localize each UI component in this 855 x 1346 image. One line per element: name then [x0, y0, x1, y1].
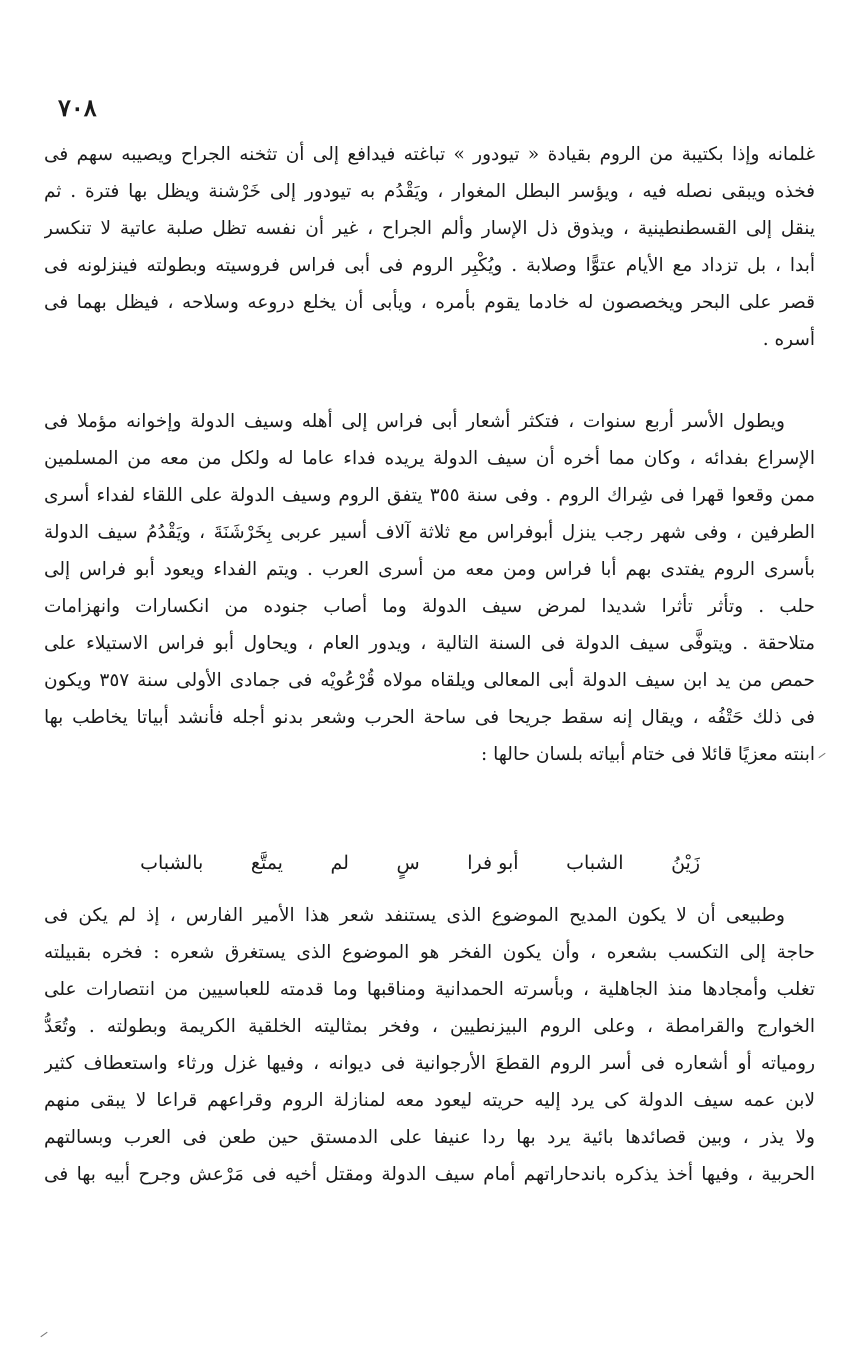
text-line: حاجة إلى التكسب بشعره ، وأن يكون الفخر هو الموضوع الذى يستغرق شعره : فخره بقبيلته — [44, 942, 815, 963]
text-line: حلب . وتأثر تأثرا شديدا لمرض سيف الدولة وما أصاب جنوده من انكسارات وانهزامات — [44, 596, 815, 617]
text-line: ينقل إلى القسطنطينية ، ويذوق ذل الإسار وألم الجراح ، غير أن نفسه تظل صلبة عاتية لا تنكسر — [44, 218, 815, 239]
text-line: الحربية ، وفيها أخذ يذكره باندحاراتهم أمام سيف الدولة ومقتل أخيه فى مَرْعش وجرح أبيه بها فى — [44, 1164, 815, 1185]
text-line: ويطول الأسر أربع سنوات ، فتكثر أشعار أبى فراس إلى أهله وسيف الدولة وإخوانه مؤملا فى — [44, 411, 785, 432]
text-line: لابن عمه سيف الدولة كى يرد إليه حريته ليعود معه لمنازلة الروم وقراعهم قراعا لا يبقى منهم — [44, 1090, 815, 1111]
text-line: فخذه ويبقى نصله فيه ، ويؤسر البطل المغوار ، ويَقْدُم به تيودور إلى خَرْشنة ويظل بها فترة . ثم — [44, 181, 815, 202]
verse-word: أبو فرا — [467, 852, 519, 874]
paragraph-1 — [44, 136, 815, 358]
verse-word: الشباب — [566, 852, 624, 874]
verse-word: لم — [330, 852, 349, 874]
text-line: بأسرى الروم يفتدى بهم أبا فراس ومن معه من أسرى العرب . ويتم الفداء ويعود أبو فراس إلى — [44, 559, 815, 580]
text-line: غلمانه وإذا بكتيبة من الروم بقيادة « تيودور » تباغته فيدافع إلى أن تثخنه الجراح ويصيبه سهم فى — [44, 144, 815, 165]
text-line: رومياته أو أشعاره فى أسر الروم القطعَ الأرجوانية فى ديوانه ، وفيها غزل ورثاء واستعطاف كثير — [44, 1053, 815, 1074]
scan-mark — [40, 1332, 47, 1337]
text-line: وطبيعى أن لا يكون المديح الموضوع الذى يستنفد شعر هذا الأمير الفارس ، إذ لم يكن فى — [44, 905, 785, 926]
text-line: ولا يذر ، وبين قصائدها بائية يرد بها ردا عنيفا على الدمستق حين طعن فى العرب وبسالتهم — [44, 1127, 815, 1148]
text-line: حمص من يد ابن سيف الدولة أبى المعالى ويلقاه مولاه قُرْعُويْه فى جمادى الأولى سنة ٣٥٧ ويكون — [44, 670, 815, 691]
page-number: ٧٠٨ — [58, 93, 97, 122]
text-line: الطرفين ، وفى شهر رجب ينزل أبوفراس مع ثلاثة آلاف أسير عربى بِخَرْشَنَةَ ، ويَقْدُمُ سيف الدولة — [44, 522, 815, 543]
text-line: الخوارج والقرامطة ، وعلى الروم البيزنطيين ، وفخر بمثاليته الخلقية الكريمة وبطولته . وتُعَدُّ — [44, 1016, 815, 1037]
paragraph-3 — [44, 897, 815, 1193]
text-line: متلاحقة . ويتوفَّى سيف الدولة فى السنة التالية ، ويدور العام ، ويحاول أبو فراس الاستيلاء على — [44, 633, 815, 654]
verse-word: بالشباب — [140, 852, 204, 874]
verse-word: سٍ — [396, 852, 420, 874]
verse-word: يمتَّع — [250, 852, 283, 874]
poetry-verse — [140, 843, 700, 883]
paragraph-2 — [44, 403, 815, 773]
text-line: قصر على البحر ويخصصون له خادما يقوم بأمره ، ويأبى أن يخلع دروعه وسلاحه ، فيظل بهما فى — [44, 292, 815, 313]
text-line: فى ذلك حَتْفُه ، ويقال إنه سقط جريحا فى ساحة الحرب وشعر بدنو أجله فأنشد أبياتا يخاطب بها — [44, 707, 815, 728]
text-line: ابنته معزيًا قائلا فى ختام أبياته بلسان حالها : — [481, 744, 815, 765]
text-line: أسره . — [762, 329, 815, 350]
verse-word: زَيْنُ — [671, 852, 700, 874]
text-line: تغلب وأمجادها منذ الجاهلية ، وبأسرته الحمدانية ومناقبها وما قدمته للعباسيين من انتصارات على — [44, 979, 815, 1000]
scan-mark — [818, 753, 825, 758]
text-line: الإسراع بفدائه ، وكان مما أخره أن سيف الدولة يريده فداء عاما له ولكل من معه من المسلمين — [44, 448, 815, 469]
text-line: ممن وقعوا قهرا فى شِراك الروم . وفى سنة ٣٥٥ يتفق الروم وسيف الدولة على اللقاء لفداء أسرى — [44, 485, 815, 506]
text-line: أبدا ، بل تزداد مع الأيام عتوًّا وصلابة . ويُكْبِر الروم فى أبى فراس فروسيته وبطولته فينزلونه فى — [44, 255, 815, 276]
